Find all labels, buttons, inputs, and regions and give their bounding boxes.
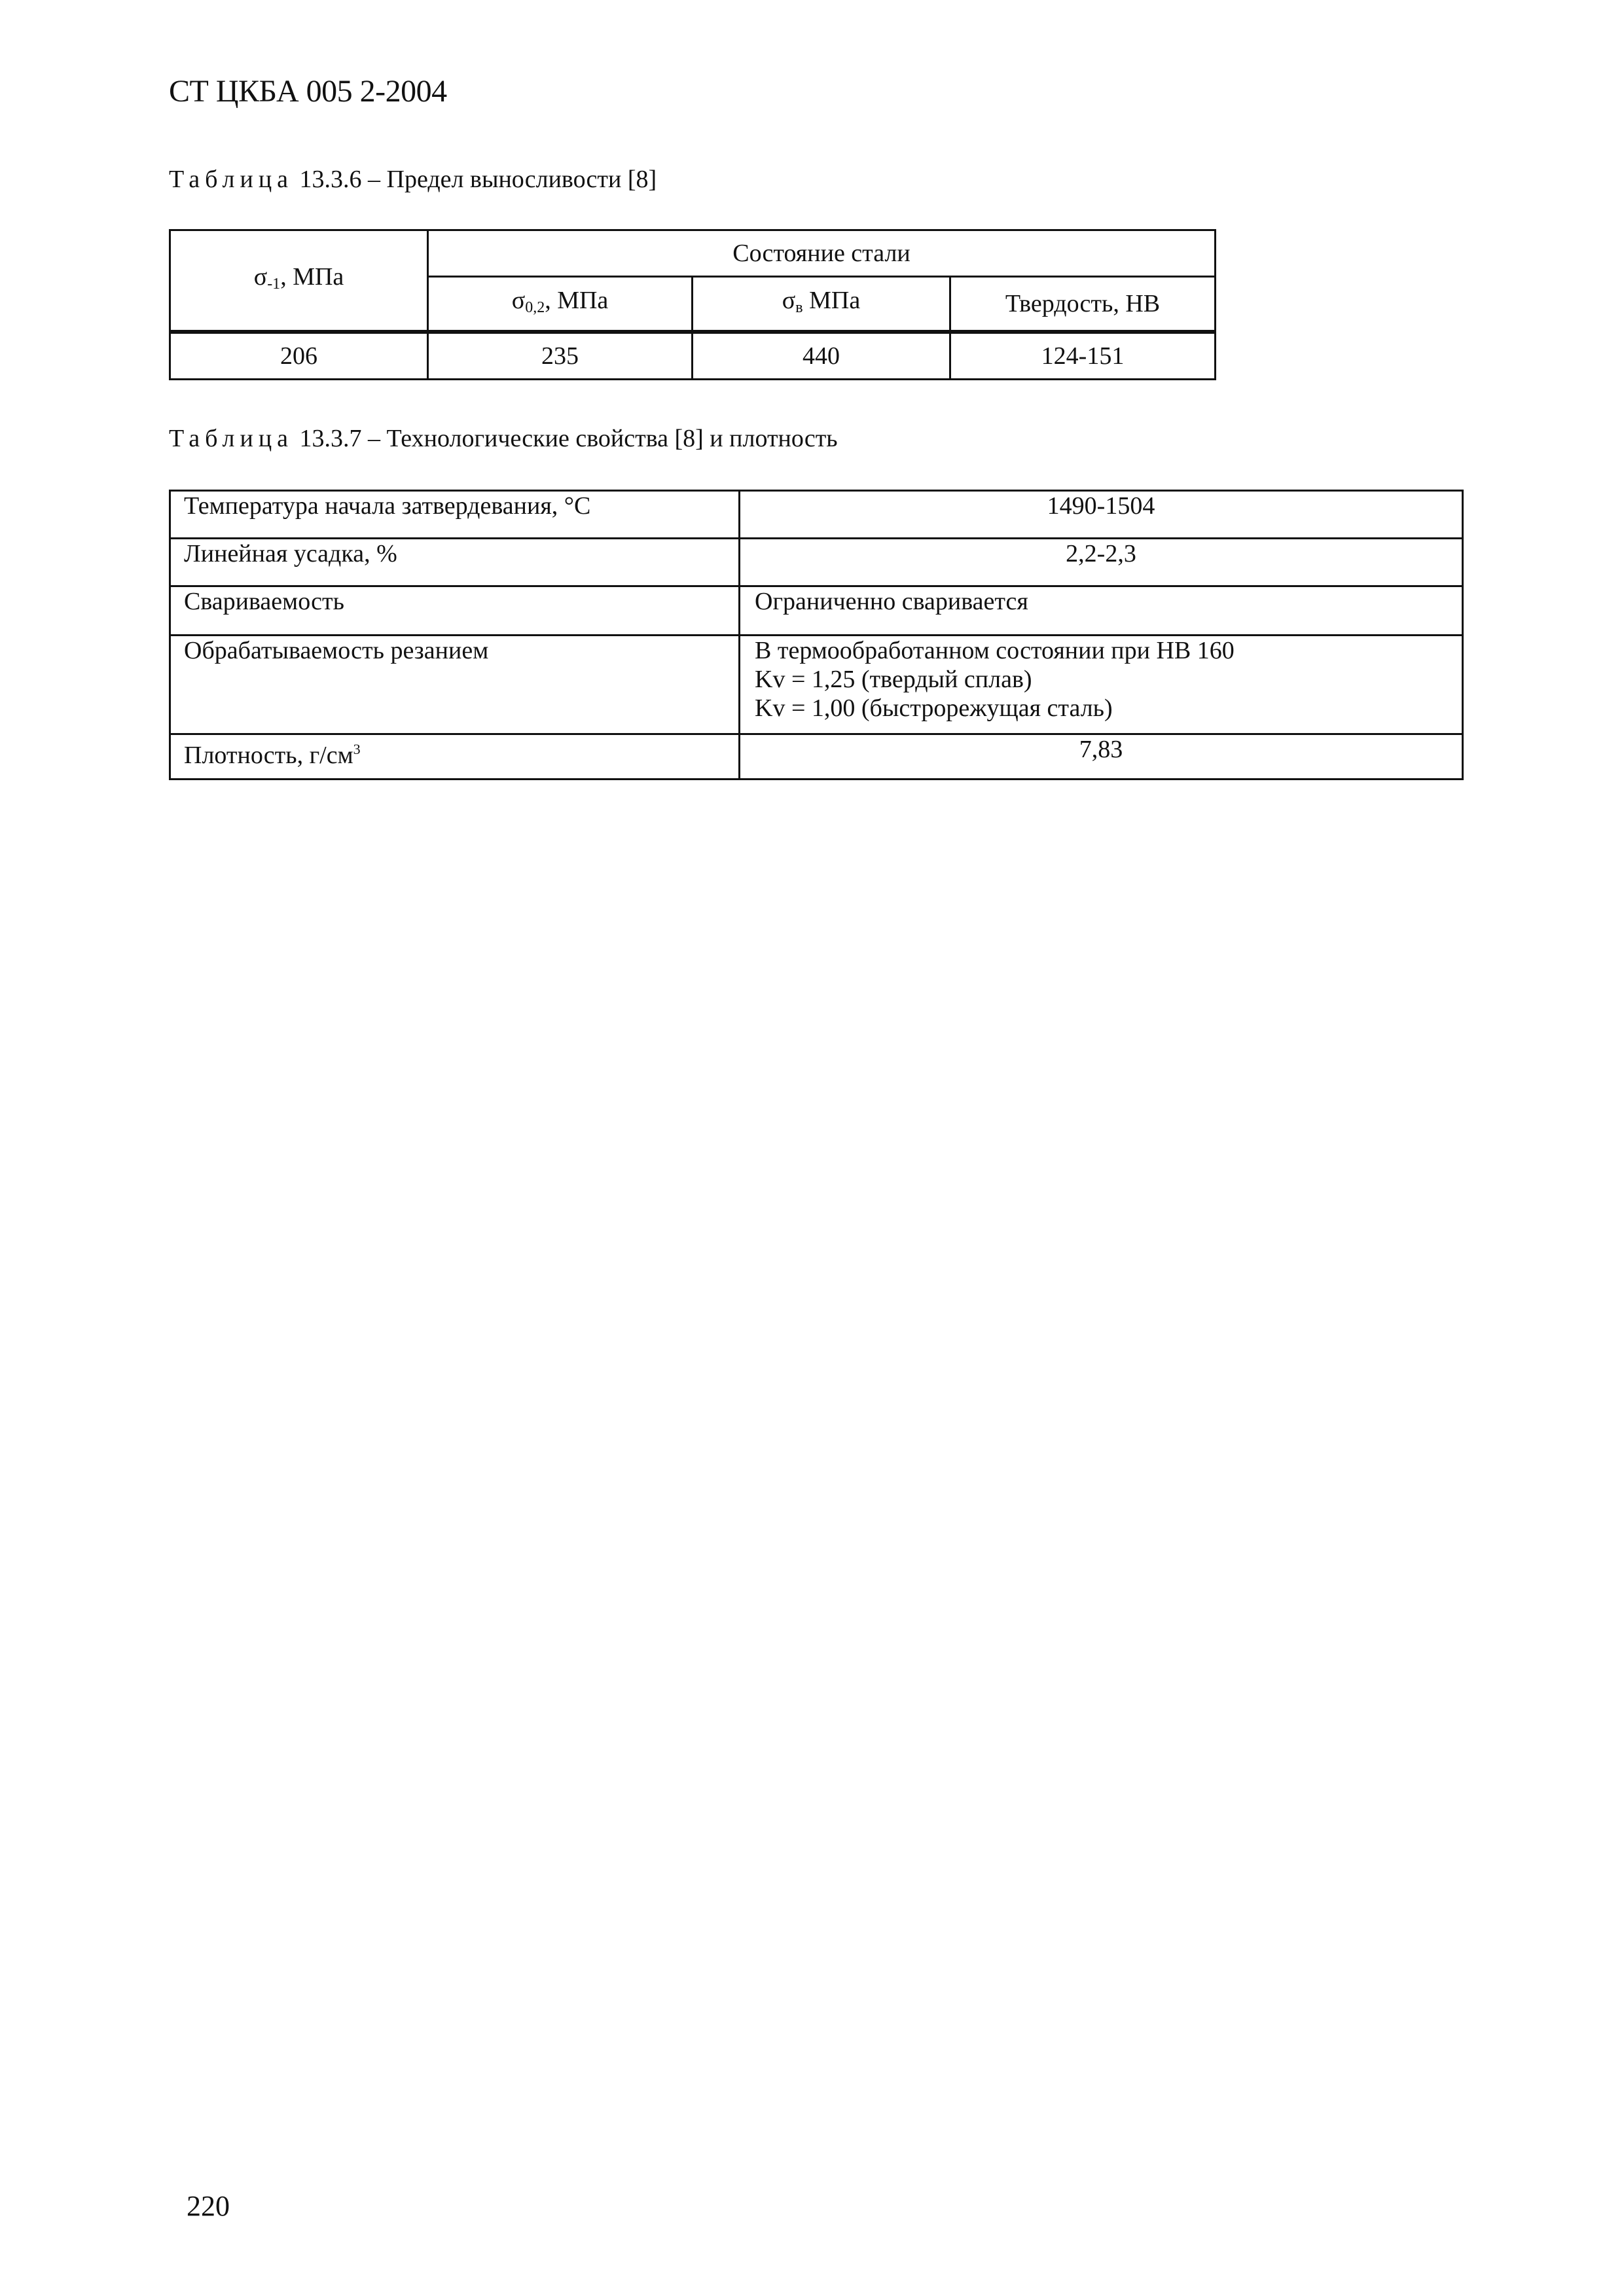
label-machinability: Обрабатываемость резанием <box>170 636 740 734</box>
label-solidification-temperature: Температура начала затвердевания, °С <box>170 491 740 539</box>
cell-hardness: 124-151 <box>950 332 1216 380</box>
machinability-line: Kv = 1,25 (твердый сплав) <box>755 666 1032 693</box>
caption-word: Таблица <box>169 166 294 193</box>
table-row <box>170 332 1216 380</box>
table-row <box>170 586 1463 636</box>
cell-sigma-v: 440 <box>693 332 950 380</box>
caption-text: 13.3.7 – Технологические свойства [8] и плотность <box>299 425 838 452</box>
header-sigma-v: $\sigma_в$ МПа <box>693 277 950 332</box>
technological-properties-table <box>169 490 1464 780</box>
value-machinability <box>740 636 1463 734</box>
table-13-3-7-caption <box>169 424 838 453</box>
value-linear-shrinkage: 2,2-2,3 <box>740 539 1463 586</box>
table-row <box>170 734 1463 780</box>
cell-sigma-minus-1: 206 <box>170 332 428 380</box>
machinability-line: В термообработанном состоянии при НВ 160 <box>755 637 1235 664</box>
header-sigma-0-2: $\sigma_{0,2}$, МПа <box>428 277 693 332</box>
label-linear-shrinkage: Линейная усадка, % <box>170 539 740 586</box>
header-hardness: Твердость, НВ <box>950 277 1216 332</box>
table-row <box>170 636 1463 734</box>
value-solidification-temperature: 1490-1504 <box>740 491 1463 539</box>
label-weldability: Свариваемость <box>170 586 740 636</box>
value-weldability: Ограниченно сваривается <box>740 586 1463 636</box>
value-density: 7,83 <box>740 734 1463 780</box>
machinability-line: Kv = 1,00 (быстрорежущая сталь) <box>755 694 1113 722</box>
document-code: СТ ЦКБА 005 2-2004 <box>169 74 447 109</box>
table-row <box>170 491 1463 539</box>
caption-word: Таблица <box>169 425 294 452</box>
table-13-3-6-caption <box>169 165 657 194</box>
header-steel-state: Состояние стали <box>428 230 1216 277</box>
header-sigma-minus-1: $\sigma_{-1}$, МПа <box>170 230 428 332</box>
label-density: Плотность, $г/см^3$ <box>170 734 740 780</box>
cell-sigma-0-2: 235 <box>428 332 693 380</box>
caption-text: 13.3.6 – Предел выносливости [8] <box>299 166 657 193</box>
page-number: 220 <box>187 2190 230 2222</box>
endurance-limit-table <box>169 229 1216 380</box>
table-row <box>170 539 1463 586</box>
